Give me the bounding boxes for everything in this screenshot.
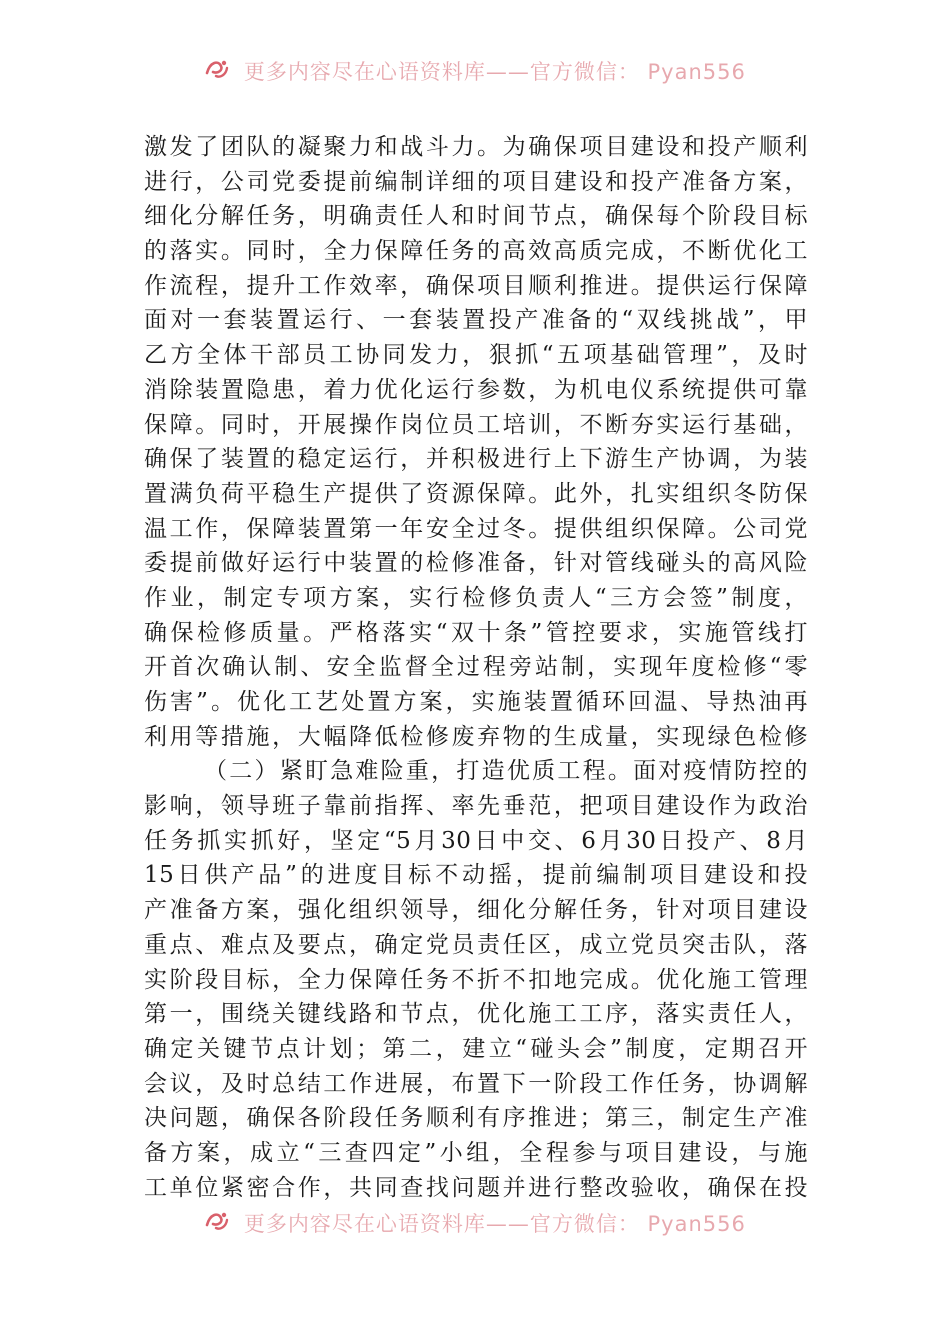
text-line: 保障。同时，开展操作岗位员工培训，不断夯实运行基础， [144,411,808,438]
text-line: 委提前做好运行中装置的检修准备，针对管线碰头的高风险 [144,550,808,577]
watermark-logo-icon [204,1210,230,1237]
text-line: 温工作，保障装置第一年安全过冬。提供组织保障。公司党 [144,515,808,542]
watermark-logo-icon [204,58,230,85]
text-line: 置满负荷平稳生产提供了资源保障。此外，扎实组织冬防保 [144,480,808,507]
text-line: 利用等措施，大幅降低检修废弃物的生成量，实现绿色检修 [144,723,808,750]
text-line: 确定关键节点计划；第二，建立“碰头会”制度，定期召开 [144,1035,808,1062]
text-line: 的落实。同时，全力保障任务的高效高质完成，不断优化工 [144,238,808,265]
text-line: 影响，领导班子靠前指挥、率先垂范，把项目建设作为政治 [144,793,808,820]
text-line: 重点、难点及要点，确定党员责任区，成立党员突击队，落 [144,931,808,958]
footer-watermark [0,1208,950,1238]
text-line: 工单位紧密合作，共同查找问题并进行整改验收，确保在投 [144,1174,808,1201]
text-line: 消除装置隐患，着力优化运行参数，为机电仪系统提供可靠 [144,376,808,403]
text-line: 备方案，成立“三查四定”小组，全程参与项目建设，与施 [144,1139,808,1166]
text-line: 面对一套装置运行、一套装置投产准备的“双线挑战”，甲 [144,307,808,334]
text-line: 确保了装置的稳定运行，并积极进行上下游生产协调，为装 [144,446,808,473]
text-line: 确保检修质量。严格落实“双十条”管控要求，实施管线打 [144,619,808,646]
text-line: 任务抓实抓好，坚定“5月30日中交、6月30日投产、8月 [144,827,808,854]
text-line: 激发了团队的凝聚力和战斗力。为确保项目建设和投产顺利 [144,134,808,160]
text-line: 实阶段目标，全力保障任务不折不扣地完成。优化施工管理 [144,966,808,993]
text-line: 15日供产品”的进度目标不动摇，提前编制项目建设和投 [144,862,808,889]
text-line: 作业，制定专项方案，实行检修负责人“三方会签”制度， [144,584,808,611]
header-watermark [0,56,950,86]
watermark-text: 更多内容尽在心语资料库——官方微信： Pyan556 [243,1212,746,1236]
paragraph-start-line: （二）紧盯急难险重，打造优质工程。面对疫情防控的 [204,758,808,785]
document-body [144,130,808,1205]
text-line: 作流程，提升工作效率，确保项目顺利推进。提供运行保障 [144,272,808,299]
watermark-text: 更多内容尽在心语资料库——官方微信： Pyan556 [243,60,746,84]
text-line: 细化分解任务，明确责任人和时间节点，确保每个阶段目标 [144,203,808,230]
text-line: 决问题，确保各阶段任务顺利有序推进；第三，制定生产准 [144,1105,808,1132]
text-line: 伤害”。优化工艺处置方案，实施装置循环回温、导热油再 [144,689,808,715]
text-line: 乙方全体干部员工协同发力，狠抓“五项基础管理”，及时 [144,342,808,369]
text-line: 会议，及时总结工作进展，布置下一阶段工作任务，协调解 [144,1070,808,1097]
text-line: 开首次确认制、安全监督全过程旁站制，实现年度检修“零 [144,654,808,681]
text-line: 产准备方案，强化组织领导，细化分解任务，针对项目建设 [144,897,808,924]
text-line: 第一，围绕关键线路和节点，优化施工工序，落实责任人， [144,1001,808,1028]
text-line: 进行，公司党委提前编制详细的项目建设和投产准备方案， [144,168,808,195]
